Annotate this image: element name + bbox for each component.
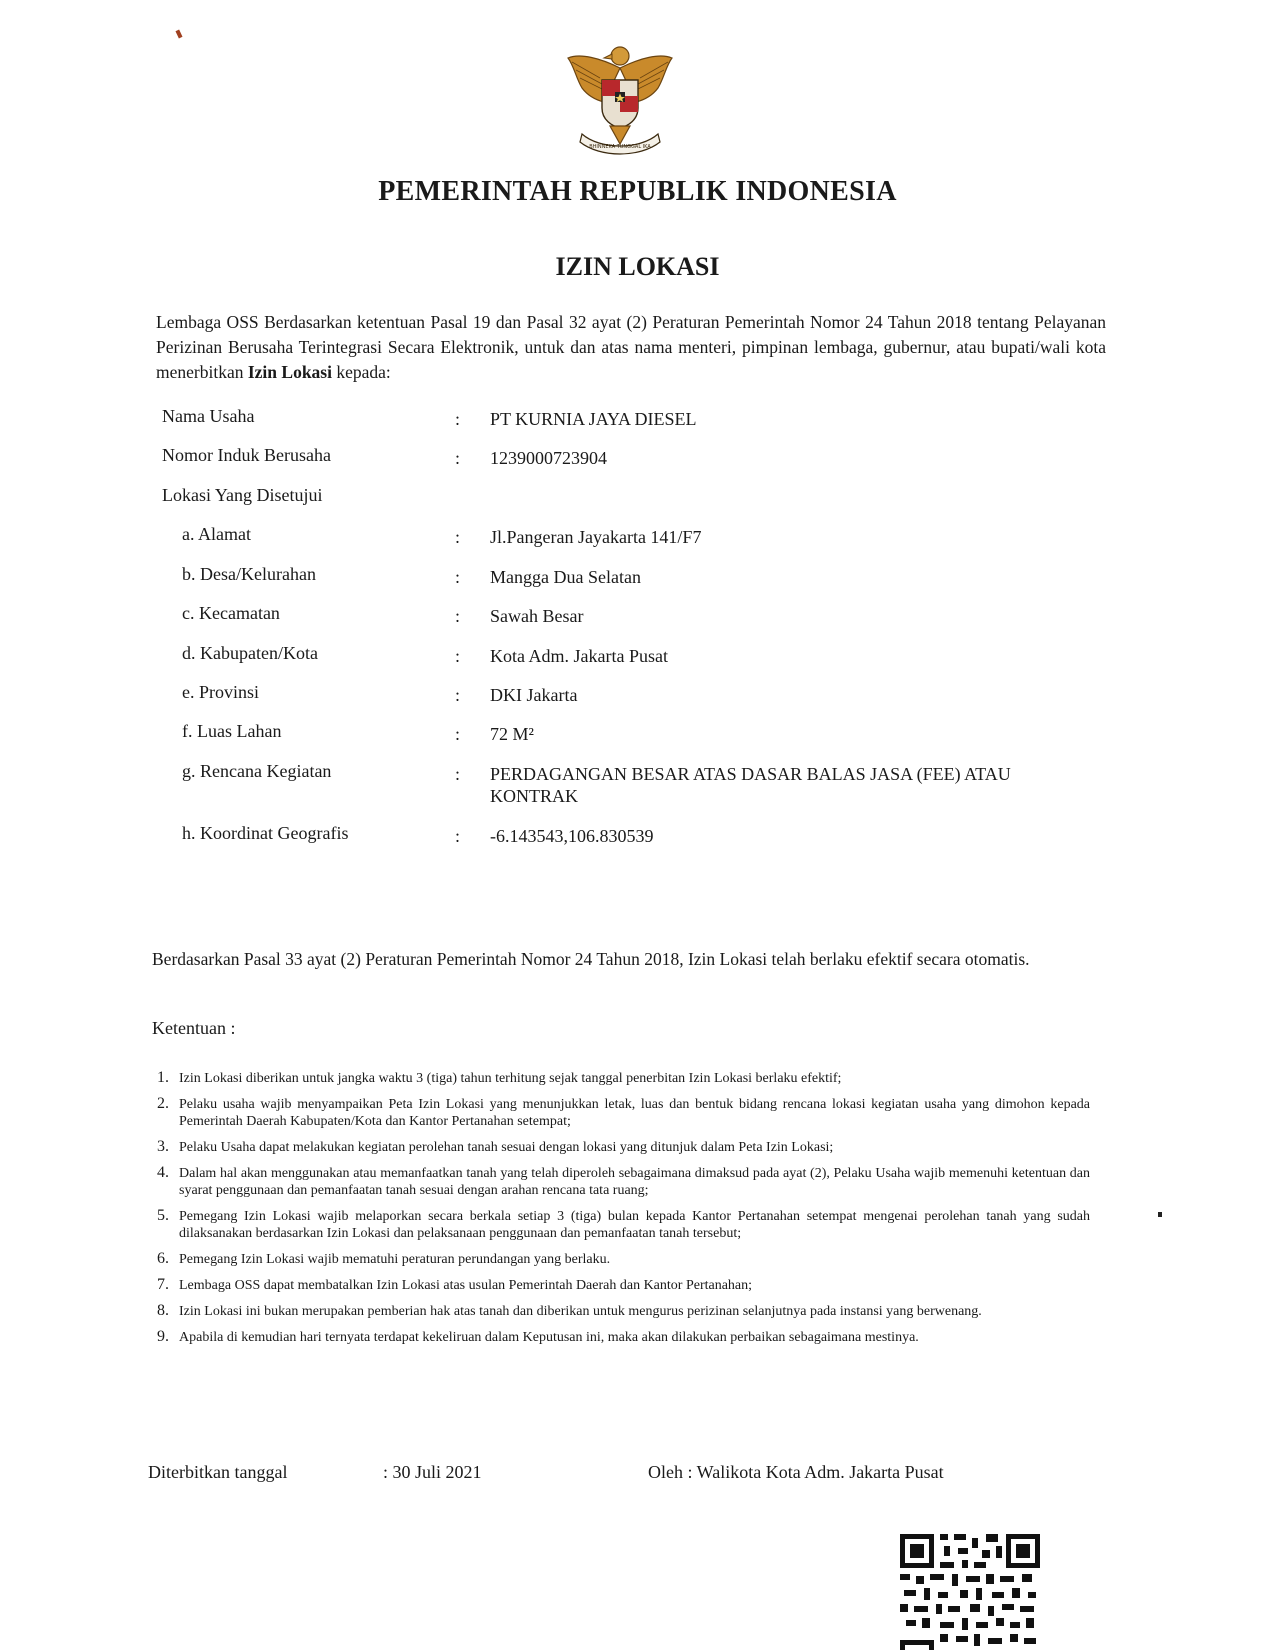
value-provinsi: DKI Jakarta [490, 685, 578, 705]
list-item: 5. Pemegang Izin Lokasi wajib melaporkan secara berkala setiap 3 (tiga) bulan kepada Kantor Pertanahan setempat mengenai perolehan tanah yang sudah dilaksanakan berdasarkan Izin Lokasi dan pelaksanaan penggunaan dan pemanfaatan tanah tersebut; [157, 1207, 1090, 1241]
label-nib: Nomor Induk Berusaha [162, 445, 331, 465]
value-koordinat: -6.143543,106.830539 [490, 826, 654, 846]
colon: : [455, 724, 461, 744]
label-alamat: a. Alamat [182, 524, 251, 544]
ink-mark [175, 30, 182, 39]
intro-paragraph: Lembaga OSS Berdasarkan ketentuan Pasal 19 dan Pasal 32 ayat (2) Peraturan Pemerintah Nomor 24 Tahun 2018 tentang Pelayanan Perizinan Berusaha Terintegrasi Secara Elektronik, untuk dan atas nama menteri, pimpinan lembaga, gubernur, atau bupati/wali kota menerbitkan Izin Lokasi kepada: [156, 312, 1106, 382]
colon: : [455, 826, 461, 846]
label-rencana: g. Rencana Kegiatan [182, 761, 332, 781]
list-item: 7. Lembaga OSS dapat membatalkan Izin Lokasi atas usulan Pemerintah Daerah dan Kantor Pertanahan; [157, 1276, 753, 1293]
colon: : [455, 685, 461, 705]
value-kecamatan: Sawah Besar [490, 606, 584, 626]
value-nib: 1239000723904 [490, 448, 607, 468]
colon: : [455, 567, 461, 587]
ketentuan-title: Ketentuan : [152, 1018, 236, 1038]
government-title: PEMERINTAH REPUBLIK INDONESIA [378, 176, 897, 207]
ketentuan-list [155, 1070, 1090, 1355]
ink-mark [1158, 1212, 1162, 1217]
label-desa: b. Desa/Kelurahan [182, 564, 316, 584]
lokasi-heading: Lokasi Yang Disetujui [162, 485, 323, 505]
colon: : [455, 527, 461, 547]
value-luas: 72 M² [490, 724, 534, 744]
garuda-emblem-icon [560, 38, 680, 160]
list-item: 4. Dalam hal akan menggunakan atau memanfaatkan tanah yang telah diperoleh sebagaimana dimaksud pada ayat (2), Pelaku Usaha wajib memenuhi ketentuan dan syarat penggunaan dan pemanfaatan tanah sesuai dengan arahan rencana tata ruang; [157, 1164, 1090, 1198]
list-item: 2. Pelaku usaha wajib menyampaikan Peta Izin Lokasi yang menunjukkan letak, luas dan bentuk bidang rencana lokasi kegiatan usaha yang dimohon kepada Pemerintah Daerah Kabupaten/Kota dan Kantor Pertanahan setempat; [157, 1095, 1090, 1129]
label-koordinat: h. Koordinat Geografis [182, 823, 349, 843]
list-item: 3. Pelaku Usaha dapat melakukan kegiatan perolehan tanah sesuai dengan lokasi yang ditunjuk dalam Peta Izin Lokasi; [157, 1138, 834, 1155]
list-item: 1. Izin Lokasi diberikan untuk jangka waktu 3 (tiga) tahun terhitung sejak tanggal penerbitan Izin Lokasi berlaku efektif; [157, 1069, 842, 1086]
label-provinsi: e. Provinsi [182, 682, 260, 702]
colon: : [455, 606, 461, 626]
label-kecamatan: c. Kecamatan [182, 603, 280, 623]
colon: : [455, 764, 461, 784]
value-alamat: Jl.Pangeran Jayakarta 141/F7 [490, 527, 702, 547]
list-item: 8. Izin Lokasi ini bukan merupakan pemberian hak atas tanah dan diberikan untuk mengurus perizinan selanjutnya pada instansi yang berwenang. [157, 1302, 982, 1319]
colon: : [455, 448, 461, 468]
label-luas: f. Luas Lahan [182, 721, 282, 741]
value-desa: Mangga Dua Selatan [490, 567, 641, 587]
issued-date: : 30 Juli 2021 [383, 1462, 482, 1482]
effective-note: Berdasarkan Pasal 33 ayat (2) Peraturan Pemerintah Nomor 24 Tahun 2018, Izin Lokasi telah berlaku efektif secara otomatis. [152, 949, 1030, 969]
colon: : [455, 409, 461, 429]
qr-code-icon [900, 1534, 1040, 1650]
list-item: 6. Pemegang Izin Lokasi wajib mematuhi peraturan perundangan yang berlaku. [157, 1250, 611, 1267]
label-nama-usaha: Nama Usaha [162, 406, 255, 426]
value-nama-usaha: PT KURNIA JAYA DIESEL [490, 409, 697, 429]
value-rencana: PERDAGANGAN BESAR ATAS DASAR BALAS JASA (FEE) ATAU KONTRAK [490, 764, 1011, 806]
list-item: 9. Apabila di kemudian hari ternyata terdapat kekeliruan dalam Keputusan ini, maka akan dilakukan perbaikan sebagaimana mestinya. [157, 1328, 919, 1345]
issued-label: Diterbitkan tanggal [148, 1462, 288, 1482]
value-kabupaten: Kota Adm. Jakarta Pusat [490, 646, 668, 666]
label-kabupaten: d. Kabupaten/Kota [182, 643, 318, 663]
colon: : [455, 646, 461, 666]
issued-by: Oleh : Walikota Kota Adm. Jakarta Pusat [648, 1462, 944, 1482]
document-title: IZIN LOKASI [555, 252, 720, 281]
svg-text:BHINNEKA TUNGGAL IKA: BHINNEKA TUNGGAL IKA [589, 144, 651, 150]
